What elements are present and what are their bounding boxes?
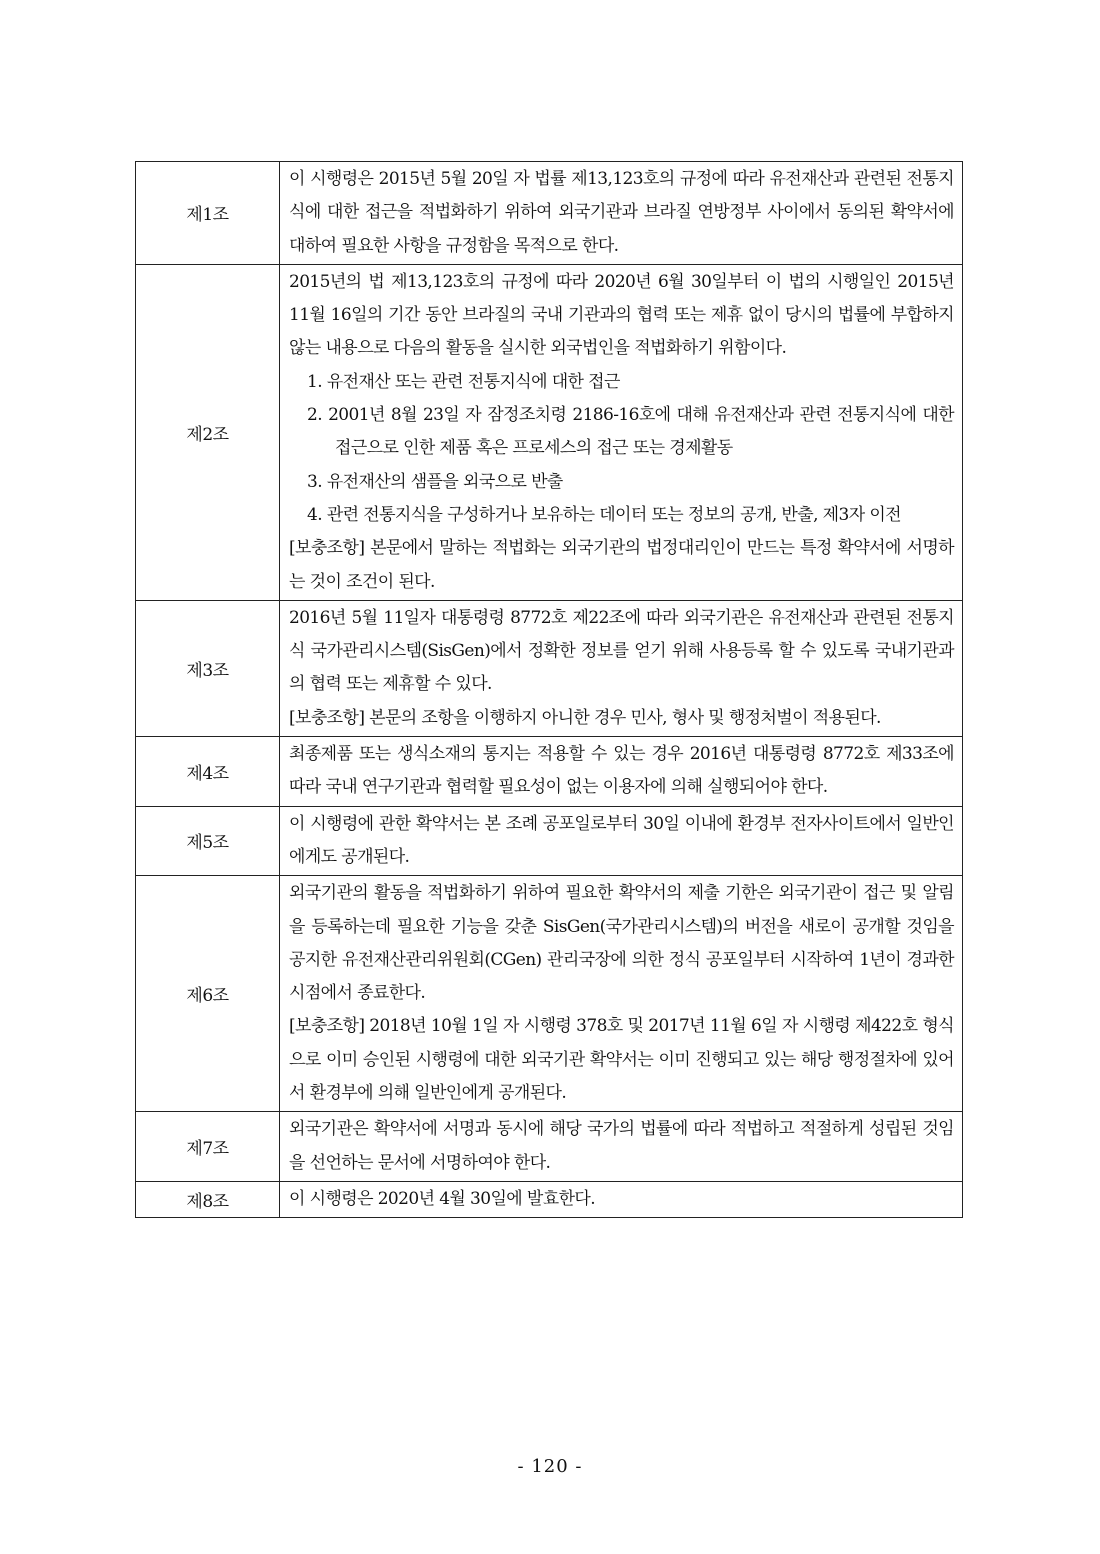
article-paragraph: 이 시행령은 2020년 4월 30일에 발효한다. (289, 1188, 596, 1209)
article-paragraph: 이 시행령은 2015년 5월 20일 자 법률 제13,123호의 규정에 따라 유전재산과 관련된 전통지식에 대한 접근을 적법화하기 위하여 외국기관과 브라질 연방정부 사이에서 동의된 확약서에 대하여 필요한 사항을 규정함을 목적으로 한다. (289, 169, 954, 256)
article-label: 제8조 (136, 1181, 280, 1217)
article-paragraph: 2016년 5월 11일자 대통령령 8772호 제22조에 따라 외국기관은 유전재산과 관련된 전통지식 국가관리시스템(SisGen)에서 정확한 정보를 얻기 위해 사용등록 할 수 있도록 국내기관과의 협력 또는 제휴할 수 있다. (289, 607, 954, 695)
article-row (136, 737, 963, 807)
article-body (280, 264, 963, 600)
article-label: 제7조 (136, 1112, 280, 1182)
article-paragraph: 외국기관의 활동을 적법화하기 위하여 필요한 확약서의 제출 기한은 외국기관이 접근 및 알림을 등록하는데 필요한 기능을 갖춘 SisGen(국가관리시스템)의 버전을 새로이 공개할 것임을 공지한 유전재산관리위원회(CGen) 관리국장에 의한 정식 공포일부터 시작하여 1년이 경과한 시점에서 종료한다. (289, 883, 954, 1004)
article-body (280, 162, 963, 265)
article-label: 제3조 (136, 600, 280, 736)
articles-table (135, 161, 963, 1218)
supplementary-note: [보충조항] 2018년 10월 1일 자 시행령 378호 및 2017년 11월 6일 자 시행령 제422호 형식으로 이미 승인된 시행령에 대한 외국기관 확약서는 이미 진행되고 있는 해당 행정절차에 있어서 환경부에 의해 일반인에게 공개된다. (289, 1016, 954, 1104)
article-list-item: 2. 2001년 8월 23일 자 잠정조치령 2186-16호에 대해 유전재산과 관련 전통지식에 대한 접근으로 인한 제품 혹은 프로세스의 접근 또는 경제활동 (307, 405, 954, 459)
article-label: 제1조 (136, 162, 280, 265)
article-body (280, 876, 963, 1112)
supplementary-note: [보충조항] 본문의 조항을 이행하지 아니한 경우 민사, 형사 및 행정처벌이 적용된다. (289, 707, 881, 728)
article-body (280, 600, 963, 736)
article-list-item: 1. 유전재산 또는 관련 전통지식에 대한 접근 (307, 371, 620, 392)
supplementary-note: [보충조항] 본문에서 말하는 적법화는 외국기관의 법정대리인이 만드는 특정 확약서에 서명하는 것이 조건이 된다. (289, 538, 954, 592)
article-body (280, 1112, 963, 1182)
article-paragraph: 최종제품 또는 생식소재의 통지는 적용할 수 있는 경우 2016년 대통령령 8772호 제33조에 따라 국내 연구기관과 협력할 필요성이 없는 이용자에 의해 실행되어야 한다. (289, 744, 954, 798)
article-label: 제5조 (136, 806, 280, 876)
article-row (136, 876, 963, 1112)
article-row (136, 806, 963, 876)
article-row (136, 600, 963, 736)
article-row (136, 1181, 963, 1217)
article-paragraph: 이 시행령에 관한 확약서는 본 조례 공포일로부터 30일 이내에 환경부 전자사이트에서 일반인에게도 공개된다. (289, 813, 954, 867)
article-body (280, 806, 963, 876)
article-list-item: 3. 유전재산의 샘플을 외국으로 반출 (307, 471, 563, 492)
article-row (136, 1112, 963, 1182)
article-label: 제2조 (136, 264, 280, 600)
article-body (280, 737, 963, 807)
article-item-list (289, 366, 954, 532)
article-row (136, 162, 963, 265)
article-paragraph: 외국기관은 확약서에 서명과 동시에 해당 국가의 법률에 따라 적법하고 적절하게 성립된 것임을 선언하는 문서에 서명하여야 한다. (289, 1119, 954, 1173)
page-number: - 120 - (517, 1456, 583, 1477)
article-list-item: 4. 관련 전통지식을 구성하거나 보유하는 데이터 또는 정보의 공개, 반출, 제3자 이전 (307, 504, 901, 525)
article-label: 제6조 (136, 876, 280, 1112)
article-body (280, 1181, 963, 1217)
article-row (136, 264, 963, 600)
articles-body (136, 162, 963, 1218)
article-paragraph: 2015년의 법 제13,123호의 규정에 따라 2020년 6월 30일부터 이 법의 시행일인 2015년 11월 16일의 기간 동안 브라질의 국내 기관과의 협력 또는 제휴 없이 당시의 법률에 부합하지 않는 내용으로 다음의 활동을 실시한 외국법인을 적법화하기 위함이다. (289, 271, 954, 359)
article-label: 제4조 (136, 737, 280, 807)
